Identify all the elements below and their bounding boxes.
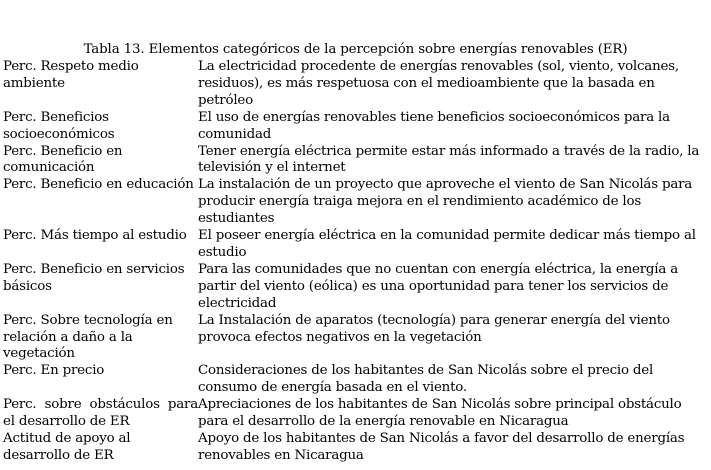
table-row bbox=[3, 110, 708, 144]
category-cell: Perc. Beneficios socioeconómicos bbox=[3, 109, 115, 142]
description-cell: El uso de energías renovables tiene beneficios socioeconómicos para la comunidad bbox=[198, 109, 670, 142]
category-cell: Perc. Beneficio en servicios básicos bbox=[3, 261, 185, 294]
table-row bbox=[3, 228, 708, 262]
description-cell: La electricidad procedente de energías renovables (sol, viento, volcanes, residuos), es más respetuosa con el medioambiente que la basada en petróleo bbox=[198, 59, 679, 108]
table-row bbox=[3, 59, 708, 110]
category-cell: Perc. Respeto medio ambiente bbox=[3, 59, 139, 91]
table-row bbox=[3, 313, 708, 364]
category-cell: Perc. sobre obstáculos para el desarrollo de ER bbox=[3, 397, 198, 430]
category-cell: Perc. Beneficio en comunicación bbox=[3, 143, 123, 176]
description-cell: El poseer energía eléctrica en la comunidad permite dedicar más tiempo al estudio bbox=[198, 228, 696, 260]
category-cell: Actitud de apoyo al desarrollo de ER bbox=[3, 430, 131, 463]
category-cell: Perc. En precio bbox=[3, 363, 105, 379]
table-row bbox=[3, 363, 708, 397]
description-cell: Consideraciones de los habitantes de San Nicolás sobre el precio del consumo de energía basada en el viento. bbox=[198, 363, 654, 396]
perception-table bbox=[3, 59, 708, 465]
description-cell: Apreciaciones de los habitantes de San Nicolás sobre principal obstáculo para el desarrollo de la energía renovable en Nicaragua bbox=[198, 397, 682, 430]
table-row bbox=[3, 144, 708, 178]
description-cell: La instalación de un proyecto que aproveche el viento de San Nicolás para producir energía traiga mejora en el rendimiento académico de los estudiantes bbox=[198, 177, 693, 227]
category-cell: Perc. Sobre tecnología en relación a daño a la vegetación bbox=[3, 312, 173, 362]
description-cell: La Instalación de aparatos (tecnología) para generar energía del viento provoca efectos negativos en la vegetación bbox=[198, 312, 670, 345]
description-cell: Para las comunidades que no cuentan con energía eléctrica, la energía a partir del viento (eólica) es una oportunidad para tener los servicios de electricidad bbox=[198, 261, 679, 311]
table-row bbox=[3, 262, 708, 313]
description-cell: Apoyo de los habitantes de San Nicolás a favor del desarrollo de energías renovables en Nicaragua bbox=[198, 430, 685, 463]
table-row bbox=[3, 397, 708, 431]
table-row bbox=[3, 431, 708, 465]
category-cell: Perc. Más tiempo al estudio bbox=[3, 228, 187, 244]
table-caption: Tabla 13. Elementos categóricos de la percepción sobre energías renovables (ER) bbox=[83, 42, 628, 57]
table-row bbox=[3, 177, 708, 228]
description-cell: Tener energía eléctrica permite estar más informado a través de la radio, la televisión y el internet bbox=[198, 143, 700, 176]
category-cell: Perc. Beneficio en educación bbox=[3, 177, 194, 193]
